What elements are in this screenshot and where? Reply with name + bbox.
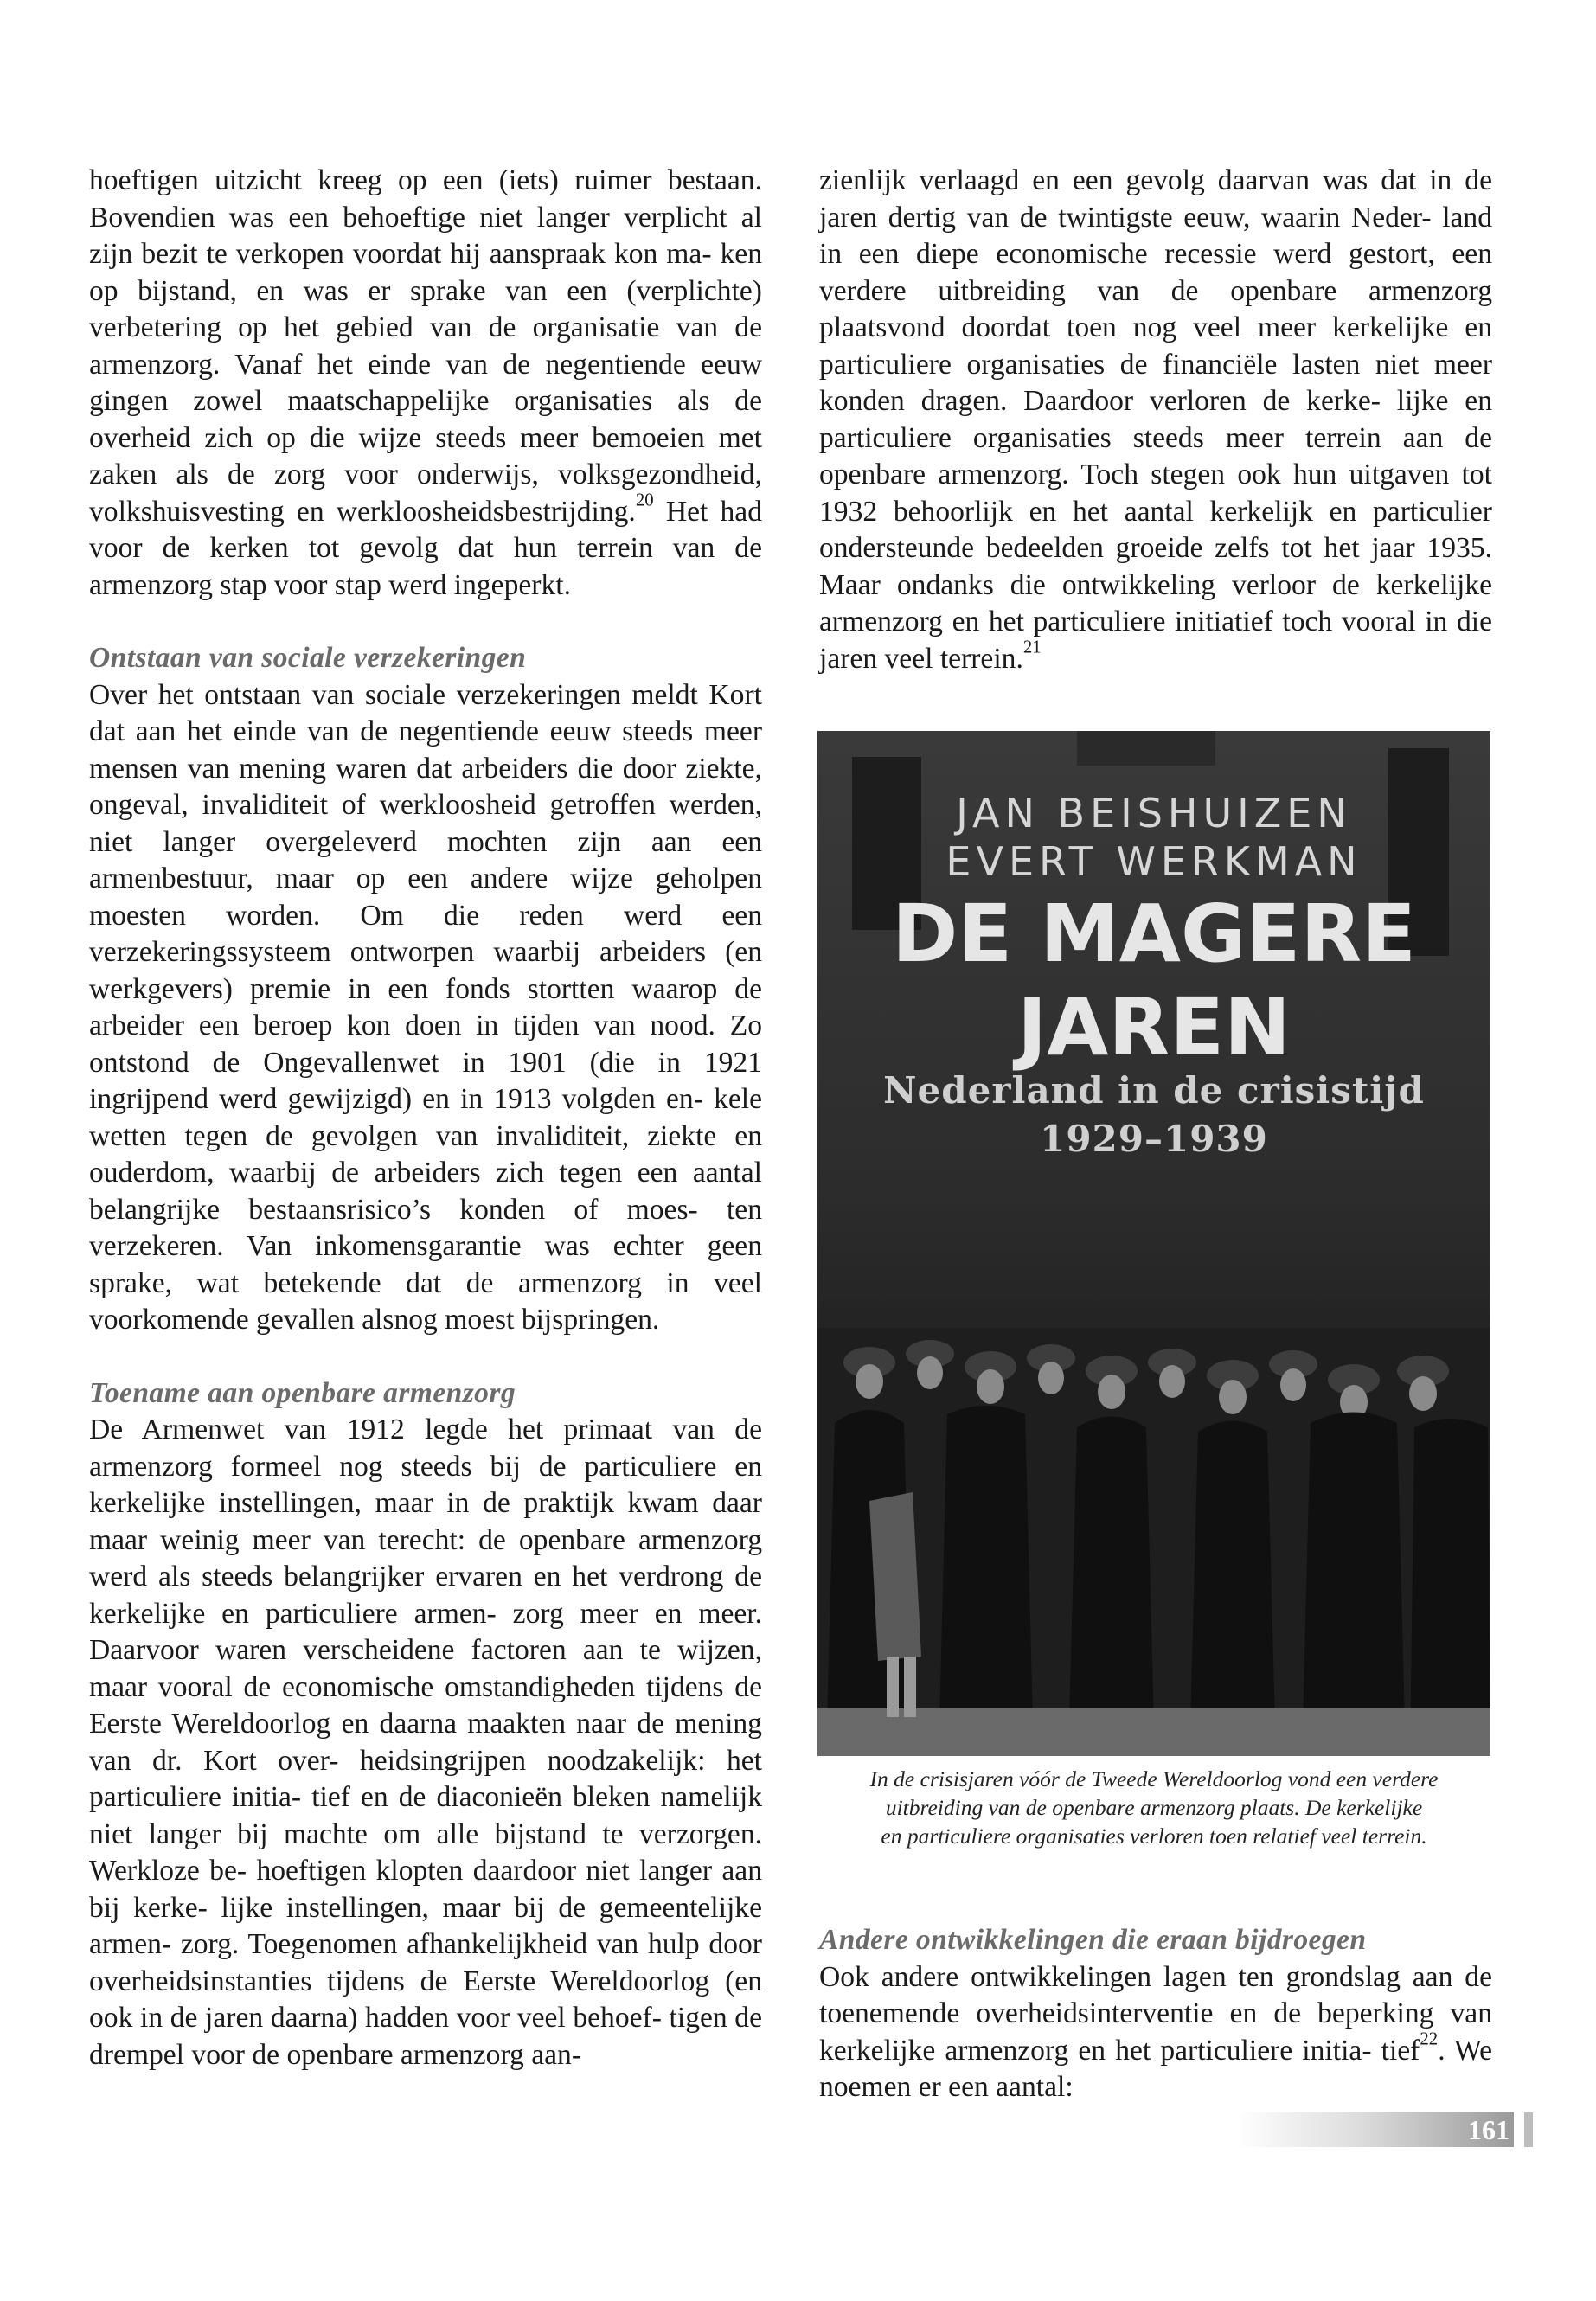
paragraph-right-1 xyxy=(819,163,1492,677)
text-line: die door ziekte, ongeval, invaliditeit of werkloosheid xyxy=(89,752,762,821)
text-line: zorg. Toegenomen afhankelijkheid van hulp door xyxy=(180,1928,762,1960)
text-line: de arbeider een beroep kon doen in tijden van nood. xyxy=(89,972,762,1042)
text-line: Zo ontstond de Ongevallenwet in 1901 (die in 1921 xyxy=(89,1009,762,1079)
image-caption xyxy=(817,1765,1490,1850)
text-line: geen sprake, wat betekende dat de armenzorg in veel xyxy=(89,1230,762,1299)
paragraph-3 xyxy=(89,1412,762,2073)
footnote-ref-21[interactable]: 21 xyxy=(1022,635,1042,657)
text-line: steeds meer mensen van mening waren dat arbeiders xyxy=(89,715,762,785)
caption-line: In de crisisjaren vóór de Tweede Wereldoorlog vond een verdere xyxy=(869,1766,1439,1791)
text-line: zijn bezit te verkopen voordat hij aanspraak kon ma- xyxy=(89,238,712,270)
cover-title-line-2: JAREN xyxy=(1016,981,1292,1074)
text-line: overheid zich op die wijze steeds meer bemoeien met xyxy=(89,421,762,454)
text-line: land in een diepe economische recessie werd gestort, xyxy=(819,201,1492,270)
text-line: . We noemen er een aantal: xyxy=(819,2034,1492,2103)
section-heading-sociale-verzekeringen: Ontstaan van sociale verzekeringen xyxy=(89,642,527,674)
text-line: volkshuisvesting en werkloosheidsbestrijding. xyxy=(89,495,636,528)
text-line: uitgaven tot 1932 behoorlijk en het aantal kerkelijk xyxy=(819,458,1492,528)
cover-title-line-1: DE MAGERE xyxy=(891,888,1417,980)
text-line: armenzorg. Vanaf het einde van de negentiende eeuw xyxy=(89,348,762,381)
text-line: Kort dat aan het einde van de negentiende eeuw xyxy=(89,678,762,747)
text-line: zijn aan een armenbestuur, maar op een andere wijze xyxy=(89,825,762,894)
text-line: kerkelijke instellingen, maar in de praktijk kwam xyxy=(89,1487,699,1519)
text-line: jaren dertig van de twintigste eeuw, waarin Neder- xyxy=(819,201,1432,234)
text-line: voorkomende gevallen alsnog moest bijspringen. xyxy=(89,1304,660,1336)
text-line: verbetering op het gebied van de organisatie van de xyxy=(89,311,762,343)
paragraph-2 xyxy=(89,677,762,1339)
text-line: ken op bijstand, en was er sprake van een (verplichte) xyxy=(89,238,762,307)
left-column xyxy=(89,163,762,2073)
text-line: Het xyxy=(653,495,708,528)
cover-subtitle: Nederland in de crisistijd xyxy=(883,1069,1425,1112)
text-line: ten verzekeren. Van inkomensgarantie was echter xyxy=(89,1193,762,1262)
text-line: armenzorg werd als steeds belangrijker ervaren en xyxy=(89,1523,762,1593)
section-heading-andere-ontwikkelingen: Andere ontwikkelingen die eraan bijdroegen xyxy=(819,1924,1367,1956)
text-line: ingrijpend werd gewijzigd) en in 1913 volgden en- xyxy=(89,1083,703,1115)
text-line: gingen zowel maatschappelijke organisaties als de xyxy=(89,385,762,417)
text-line: en particuliere organisaties de financiële lasten niet xyxy=(819,311,1492,381)
page-number: 161 xyxy=(1468,2114,1509,2145)
page-bar-tick xyxy=(1524,2112,1533,2147)
text-line: een verdere uitbreiding van de openbare armenzorg xyxy=(819,238,1492,307)
text-line: machte om alle bijstand te verzorgen. Werkloze be- xyxy=(89,1817,762,1887)
right-column xyxy=(819,163,1492,677)
text-line: (en ook in de jaren daarna) hadden voor veel behoef- xyxy=(89,1965,762,2034)
paragraph-1 xyxy=(89,163,762,604)
text-line: initiatief toch vooral in die jaren veel terrein. xyxy=(819,606,1492,675)
text-line: verzekeringssysteem ontworpen waarbij arbeiders xyxy=(89,936,707,968)
text-line: aantal belangrijke bestaansrisico’s konden of moes- xyxy=(89,1157,762,1226)
text-line: zorg meer en meer. Daarvoor waren verscheidene xyxy=(89,1597,762,1666)
right-column-bottom xyxy=(819,1922,1492,2106)
cover-author-1: JAN BEISHUIZEN xyxy=(956,790,1352,836)
paragraph-right-2 xyxy=(819,1959,1492,2106)
text-line: Bovendien was een behoeftige niet langer verplicht al xyxy=(89,201,762,234)
text-line: tigen de drempel voor de openbare armenzorg aan- xyxy=(89,2002,762,2071)
text-line: omstandigheden tijdens de Eerste Wereldoorlog en xyxy=(89,1670,762,1740)
text-line: tief en de diaconieën bleken namelijk niet langer bij xyxy=(89,1781,762,1850)
text-line: overheidsinstanties tijdens de Eerste Wereldoorlog xyxy=(89,1965,710,1997)
text-line: hoeftigen uitzicht kreeg op een (iets) ruimer bestaan. xyxy=(89,164,762,196)
text-line: daarna maakten naar de mening van dr. Kort over- xyxy=(89,1708,762,1777)
text-line: meer konden dragen. Daardoor verloren de kerke- xyxy=(819,348,1492,417)
caption-line: uitbreiding van de openbare armenzorg plaats. De kerkelijke xyxy=(885,1795,1423,1820)
section-heading-openbare-armenzorg: Toename aan openbare armenzorg xyxy=(89,1376,516,1409)
text-line: factoren aan te wijzen, maar vooral de economische xyxy=(89,1634,762,1703)
text-line: tot het jaar 1935. Maar ondanks die ontwikkeling xyxy=(819,532,1492,601)
footnote-ref-22[interactable]: 22 xyxy=(1420,2027,1439,2048)
text-line: kele wetten tegen de gevolgen van invaliditeit, ziekte xyxy=(89,1083,762,1152)
text-line: van kerkelijke armenzorg en het particuliere initia- xyxy=(819,1997,1492,2067)
text-line: (en werkgevers) premie in een fonds stortten waarop xyxy=(89,936,762,1005)
text-line: Over het ontstaan van sociale verzekeringen meldt xyxy=(89,678,698,711)
text-line: aan de openbare armenzorg. Toch stegen ook hun xyxy=(819,421,1492,490)
text-line: zienlijk verlaagd en een gevolg daarvan was dat in de xyxy=(819,164,1492,196)
text-line: plaatsvond doordat toen nog veel meer kerkelijke xyxy=(819,311,1449,343)
text-line: Ook andere ontwikkelingen lagen ten grondslag aan xyxy=(819,1960,1453,1993)
text-line: heidsingrijpen noodzakelijk: het particuliere initia- xyxy=(89,1744,762,1813)
text-line: lijke instellingen, maar bij de gemeentelijke armen- xyxy=(89,1891,762,1960)
text-line: daar maar weinig meer van terecht: de openbare xyxy=(89,1487,762,1556)
text-line: armenzorg stap voor stap werd ingeperkt. xyxy=(89,568,571,601)
text-line: hoeftigen klopten daardoor niet langer aan bij kerke- xyxy=(89,1855,762,1924)
book-cover-image xyxy=(817,731,1490,1756)
text-line: tief xyxy=(1381,2034,1420,2067)
cover-author-2: EVERT WERKMAN xyxy=(945,838,1362,885)
text-line: en particulier ondersteunde bedeelden groeide zelfs xyxy=(819,495,1492,564)
text-line: had voor de kerken tot gevolg dat hun terrein van de xyxy=(89,495,762,564)
caption-line: en particuliere organisaties verloren toen relatief veel terrein. xyxy=(881,1823,1427,1849)
footnote-ref-20[interactable]: 20 xyxy=(635,488,654,510)
text-line: de toenemende overheidsinterventie en de beperking xyxy=(819,1960,1492,2029)
text-line: lijke en particuliere organisaties steeds meer terrein xyxy=(819,385,1492,454)
cover-years: 1929–1939 xyxy=(1040,1118,1268,1160)
text-line: verloor de kerkelijke armenzorg en het particuliere xyxy=(819,568,1492,638)
text-line: armenzorg formeel nog steeds bij de particuliere en xyxy=(89,1450,762,1483)
text-line: en ouderdom, waarbij de arbeiders zich tegen een xyxy=(89,1119,762,1189)
text-line: De Armenwet van 1912 legde het primaat van de xyxy=(89,1413,762,1445)
text-line: het verdrong de kerkelijke en particuliere armen- xyxy=(89,1561,762,1630)
text-line: zaken als de zorg voor onderwijs, volksgezondheid, xyxy=(89,458,762,490)
text-line: geholpen moesten worden. Om die reden werd een xyxy=(89,862,763,932)
text-line: getroffen werden, niet langer overgeleverd mochten xyxy=(89,789,762,858)
crowd-photo xyxy=(817,1328,1490,1756)
